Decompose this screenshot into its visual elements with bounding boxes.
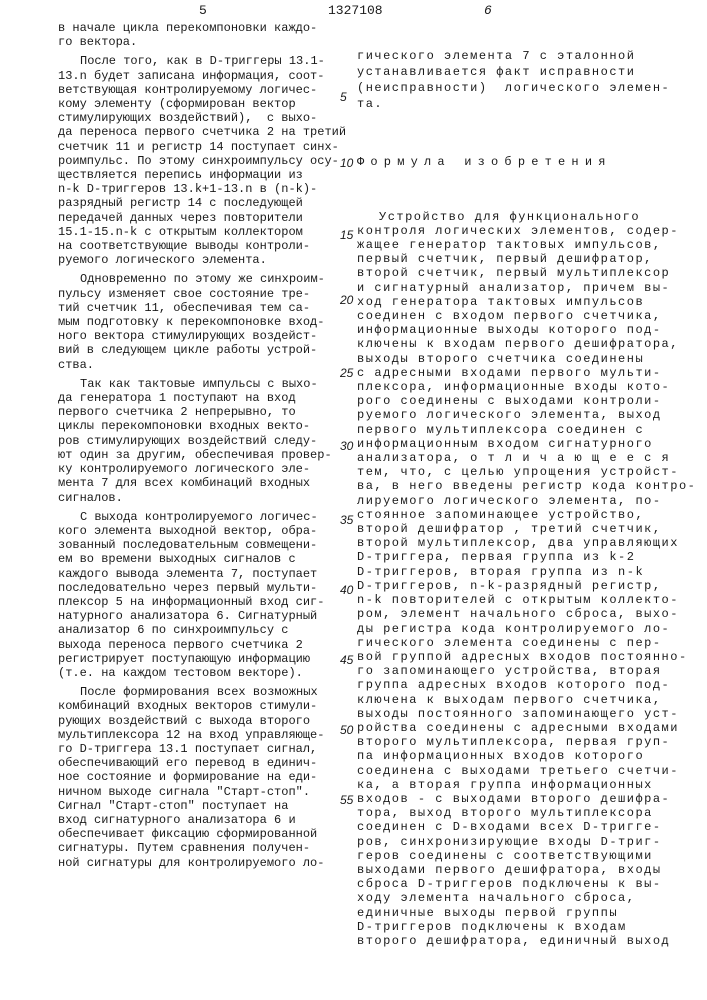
text-line: ства. [58,358,346,372]
text-line: анализатора, о т л и ч а ю щ е е с я [357,451,696,465]
text-line: D-триггеров, вторая группа из n-k [357,565,696,579]
text-line: n-k D-триггеров 13.k+1-13.n в (n-k)- [58,182,346,196]
text-line: группа адресных входов которого под- [357,678,696,692]
text-line: (т.е. на каждом тестовом векторе). [58,666,346,680]
text-line: ного вектора стимулирующих воздейст- [58,329,346,343]
text-line: выхода переноса первого счетчика 2 [58,638,346,652]
text-line: 15.1-15.n-k с открытым коллектором [58,225,346,239]
text-line: 13.n будет записана информация, соот- [58,69,346,83]
line-number: 10 [340,156,353,170]
right-column [357,21,696,962]
text-line: соединен с D-входами всех D-тригге- [357,820,696,834]
text-line: сигнатуры. Путем сравнения получен- [58,841,346,855]
text-line: единичные выходы первой группы [357,906,696,920]
text-line: комбинаций входных векторов стимули- [58,699,346,713]
paragraph [58,377,346,505]
patent-number: 1327108 [328,3,383,18]
left-column [58,21,346,870]
text-line: первого мультиплексора соединен с [357,423,696,437]
text-line: тий счетчик 11, обеспечивая тем са- [58,301,346,315]
text-line: на соответствующие выводы контроли- [58,239,346,253]
paragraph [58,54,346,267]
text-line: После того, как в D-триггеры 13.1- [58,54,346,68]
text-line: натурного анализатора 6. Сигнатурный [58,609,346,623]
text-line: кому элементу (сформирован вектор [58,97,346,111]
text-line: D-триггеров подключены к входам [357,920,696,934]
text-line: разрядный регистр 14 с последующей [58,196,346,210]
text-line: D-триггера, первая группа из k-2 [357,550,696,564]
text-line: вий в следующем цикле работы устрой- [58,343,346,357]
text-line: го D-триггера 13.1 поступает сигнал, [58,742,346,756]
text-line: плексор 5 на информационный вход сиг- [58,595,346,609]
text-line: соединена с выходами третьего счетчи- [357,764,696,778]
text-line: с адресными входами первого мульти- [357,366,696,380]
line-number: 55 [340,793,353,807]
line-number: 50 [340,723,353,737]
text-line: да переноса первого счетчика 2 на третий [58,125,346,139]
text-line: ров стимулирующих воздействий следу- [58,434,346,448]
text-line: обеспечивает фиксацию сформированной [58,827,346,841]
text-line: ключена к выходам первого счетчика, [357,693,696,707]
text-line: рующих воздействий с выхода второго [58,714,346,728]
text-line: ройства соединены с адресными входами [357,721,696,735]
text-line: ветствующая контролируемому логичес- [58,83,346,97]
text-line: да генератора 1 поступают на вход [58,391,346,405]
text-line: регистрирует поступающую информацию [58,652,346,666]
text-line: зованный последовательным совмещени- [58,538,346,552]
page-number-left: 5 [199,3,207,18]
text-line: ное состояние и формирование на еди- [58,770,346,784]
text-line: тем, что, с целью упрощения устройст- [357,465,696,479]
text-line: ва, в него введены регистр кода контро- [357,479,696,493]
text-line: обеспечивающий его перевод в единич- [58,756,346,770]
text-line: сигналов. [58,491,346,505]
text-line: мультиплексора 12 на вход управляюще- [58,728,346,742]
text-line: руемого логического элемента. [58,253,346,267]
line-number: 30 [340,439,353,453]
text-line: ку контролируемого логического эле- [58,462,346,476]
text-line: информационные выходы которого под- [357,323,696,337]
text-line: ходу элемента начального сброса, [357,891,696,905]
text-line: Устройство для функционального [357,210,696,224]
text-line: вой группой адресных входов постоянно- [357,650,696,664]
text-line: Так как тактовые импульсы с выхо- [58,377,346,391]
text-line: па информационных входов которого [357,749,696,763]
text-line: ничном выходе сигнала "Старт-стоп". [58,785,346,799]
text-line: стимулирующих воздействий), с выхо- [58,111,346,125]
text-line: плексора, информационные входы кото- [357,380,696,394]
text-line: Сигнал "Старт-стоп" поступает на [58,799,346,813]
text-line: геров соединены с соответствующими [357,849,696,863]
text-line: ка, а вторая группа информационных [357,778,696,792]
text-line: тора, выход второго мультиплексора [357,806,696,820]
line-number: 15 [340,228,353,242]
line-number: 45 [340,653,353,667]
text-line: Одновременно по этому же синхроим- [58,272,346,286]
text-line: второй дешифратор , третий счетчик, [357,522,696,536]
line-number: 5 [340,90,347,104]
text-line: второй мультиплексор, два управляющих [357,536,696,550]
text-line: второй счетчик, первый мультиплексор [357,266,696,280]
text-line: ют один за другим, обеспечивая провер- [58,448,346,462]
text-line: в начале цикла перекомпоновки каждо- [58,21,346,35]
text-line: и сигнатурный анализатор, причем вы- [357,281,696,295]
text-line: входов - с выходами второго дешифра- [357,792,696,806]
text-line: гического элемента 7 с эталонной [357,49,696,65]
text-line: жащее генератор тактовых импульсов, [357,238,696,252]
text-line: лируемого логического элемента, по- [357,494,696,508]
text-line: сброса D-триггеров подключены к вы- [357,877,696,891]
text-line: мым подготовку к перекомпоновке вход- [58,315,346,329]
text-line: передачей данных через повторители [58,211,346,225]
text-line: После формирования всех возможных [58,685,346,699]
text-line: (неисправности) логического элемен- [357,81,696,97]
text-line: последовательно через первый мульти- [58,581,346,595]
text-line: первый счетчик, первый дешифратор, [357,252,696,266]
text-line: С выхода контролируемого логичес- [58,510,346,524]
text-line: та. [357,97,696,113]
text-line: второго дешифратора, единичный выход [357,934,696,948]
text-line: D-триггеров, n-k-разрядный регистр, [357,579,696,593]
text-line: ров, синхронизирующие входы D-триг- [357,835,696,849]
text-line: ключены к входам первого дешифратора, [357,337,696,351]
text-line: ществляется перепись информации из [58,168,346,182]
text-line: руемого логического элемента, выход [357,408,696,422]
text-line: устанавливается факт исправности [357,65,696,81]
text-line: го вектора. [58,35,346,49]
paragraph [58,685,346,870]
text-line: гического элемента соединены с пер- [357,636,696,650]
text-line: второго мультиплексора, первая груп- [357,735,696,749]
line-number: 35 [340,513,353,527]
text-line: анализатор 6 по синхроимпульсу с [58,623,346,637]
text-line: выходами первого дешифратора, входы [357,863,696,877]
text-line: стоянное запоминающее устройство, [357,508,696,522]
text-line: ром, элемент начального сброса, выхо- [357,607,696,621]
text-line: информационным входом сигнатурного [357,437,696,451]
paragraph [58,21,346,49]
text-line: первого счетчика 2 непрерывно, то [58,405,346,419]
text-line: роимпульс. По этому синхроимпульсу осу- [58,154,346,168]
line-number: 20 [340,293,353,307]
text-line: счетчик 11 и регистр 14 поступает синх- [58,140,346,154]
text-line: ды регистра кода контролируемого ло- [357,622,696,636]
text-line: вход сигнатурного анализатора 6 и [58,813,346,827]
text-line: рого соединены с выходами контроли- [357,394,696,408]
text-line: циклы перекомпоновки входных векто- [58,419,346,433]
text-line: ход генератора тактовых импульсов [357,295,696,309]
description-ending [357,49,696,112]
claims-heading: Формула изобретения [357,155,696,169]
text-line: n-k повторителей с открытым коллекто- [357,593,696,607]
text-line: выходы постоянного запоминающего уст- [357,707,696,721]
text-line: го запоминающего устройства, вторая [357,664,696,678]
text-line: мента 7 для всех комбинаций входных [58,476,346,490]
text-line: пульсу изменяет свое состояние тре- [58,287,346,301]
page-number-right: 6 [484,3,492,18]
text-line: кого элемента выходной вектор, обра- [58,524,346,538]
paragraph [58,510,346,680]
text-line: ной сигнатуры для контролируемого ло- [58,856,346,870]
claim-text [357,210,696,949]
line-number: 25 [340,366,353,380]
text-line: контроля логических элементов, содер- [357,224,696,238]
text-line: соединен с входом первого счетчика, [357,309,696,323]
paragraph [58,272,346,371]
text-line: выходы второго счетчика соединены [357,352,696,366]
text-line: ем во времени выходных сигналов с [58,552,346,566]
line-number: 40 [340,583,353,597]
text-line: каждого вывода элемента 7, поступает [58,567,346,581]
